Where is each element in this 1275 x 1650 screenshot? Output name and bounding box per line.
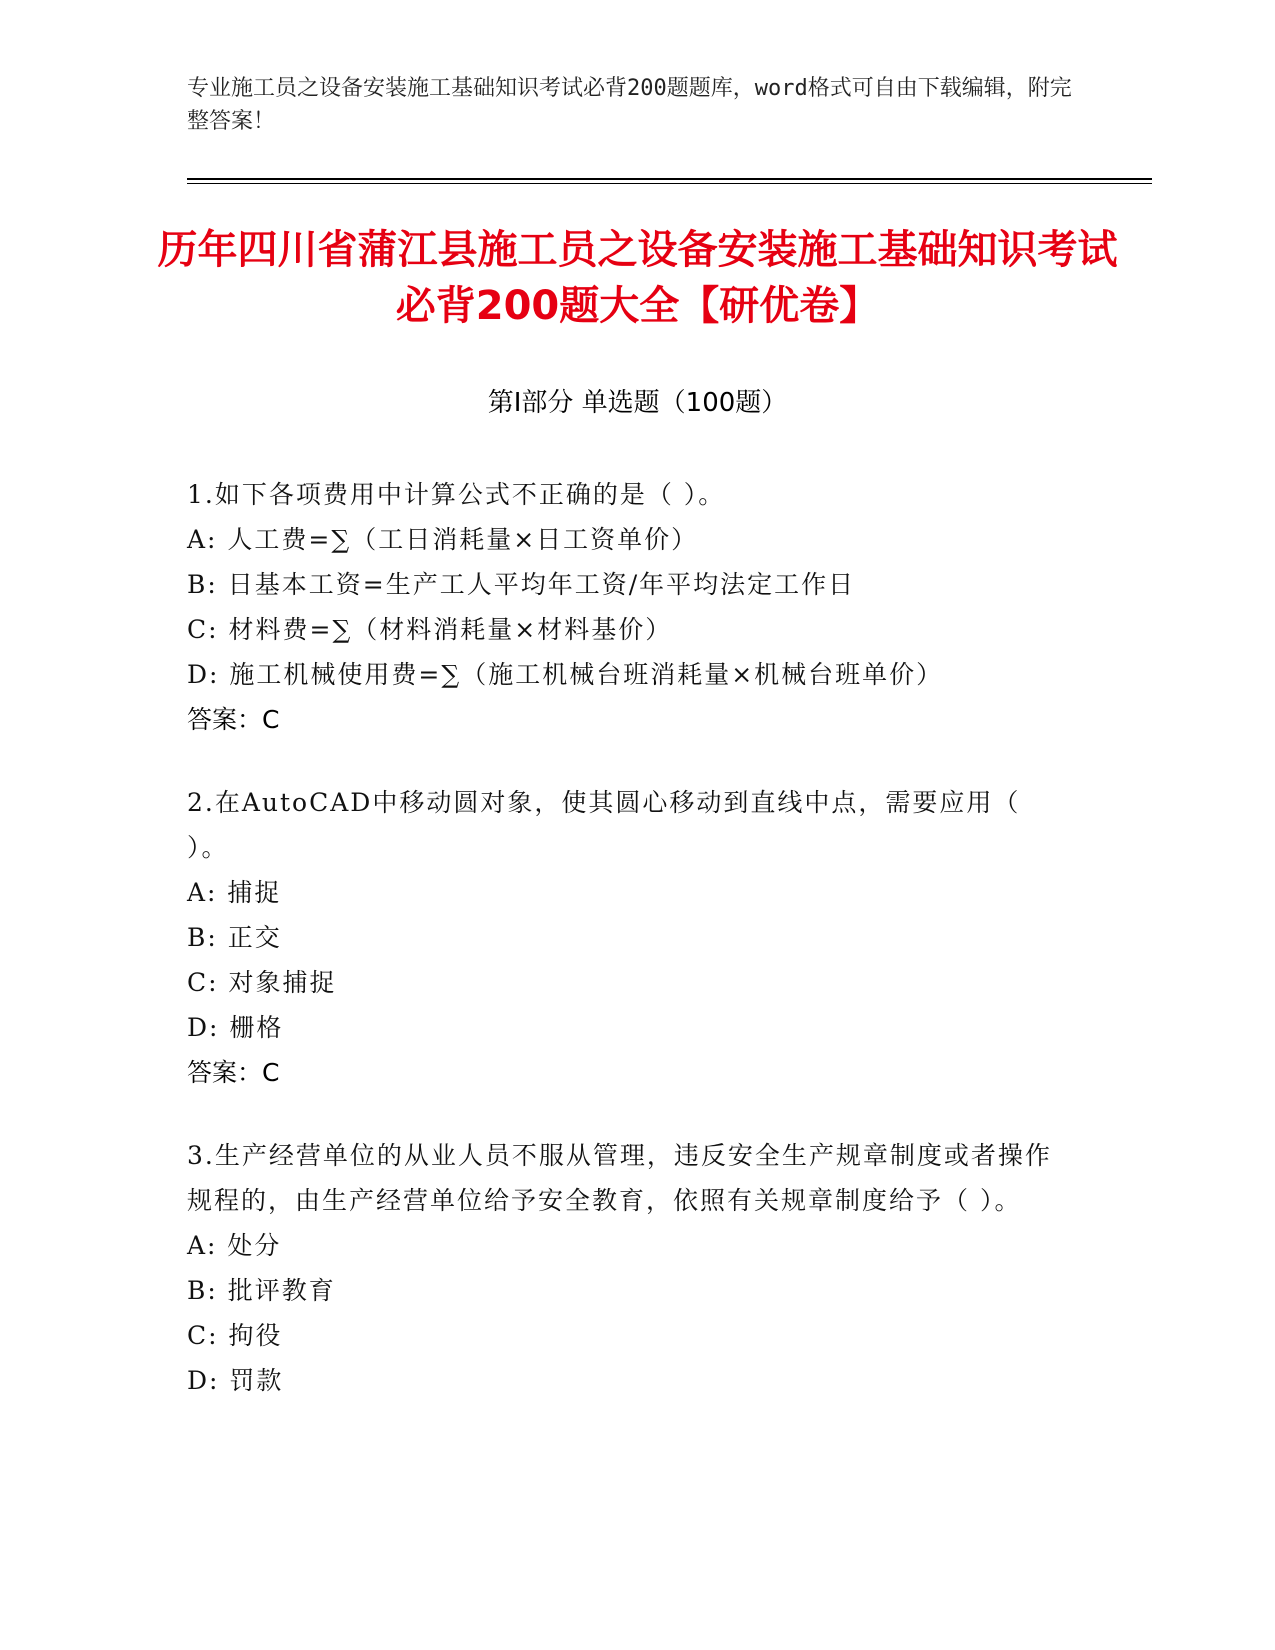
header-note: 专业施工员之设备安装施工基础知识考试必背200题题库，word格式可自由下载编辑，附完整答案！ [187,76,1072,134]
option-d: D: 施工机械使用费=∑（施工机械台班消耗量×机械台班单价） [187,660,944,689]
question-3 [187,1133,1057,1403]
option-d: D: 罚款 [187,1366,284,1395]
answer: 答案：C [187,705,280,734]
option-a: A: 人工费=∑（工日消耗量×日工资单价） [187,525,699,554]
option-c: C: 拘役 [187,1321,283,1350]
answer: 答案：C [187,1058,280,1087]
section-heading: 第Ⅰ部分 单选题（100题） [487,388,788,418]
document-title: 历年四川省蒲江县施工员之设备安装施工基础知识考试必背200题大全【研优卷】 [157,227,1118,329]
option-a: A: 处分 [187,1231,282,1260]
question-list [187,472,1057,1441]
option-b: B: 日基本工资=生产工人平均年工资/年平均法定工作日 [187,570,856,599]
header-divider-thick [187,178,1152,180]
question-2 [187,780,1057,1095]
question-stem: 3.生产经营单位的从业人员不服从管理，违反安全生产规章制度或者操作规程的，由生产经营单位给予安全教育，依照有关规章制度给予（ ）。 [187,1141,1052,1215]
option-c: C: 材料费=∑（材料消耗量×材料基价） [187,615,673,644]
question-stem: 2.在AutoCAD中移动圆对象，使其圆心移动到直线中点，需要应用（ ）。 [187,788,1021,862]
option-a: A: 捕捉 [187,878,282,907]
option-b: B: 正交 [187,923,282,952]
option-b: B: 批评教育 [187,1276,336,1305]
option-c: C: 对象捕捉 [187,968,337,997]
question-stem: 1.如下各项费用中计算公式不正确的是（ ）。 [187,480,726,509]
question-1 [187,472,1057,742]
header-divider-thin [187,183,1152,184]
option-d: D: 栅格 [187,1013,284,1042]
